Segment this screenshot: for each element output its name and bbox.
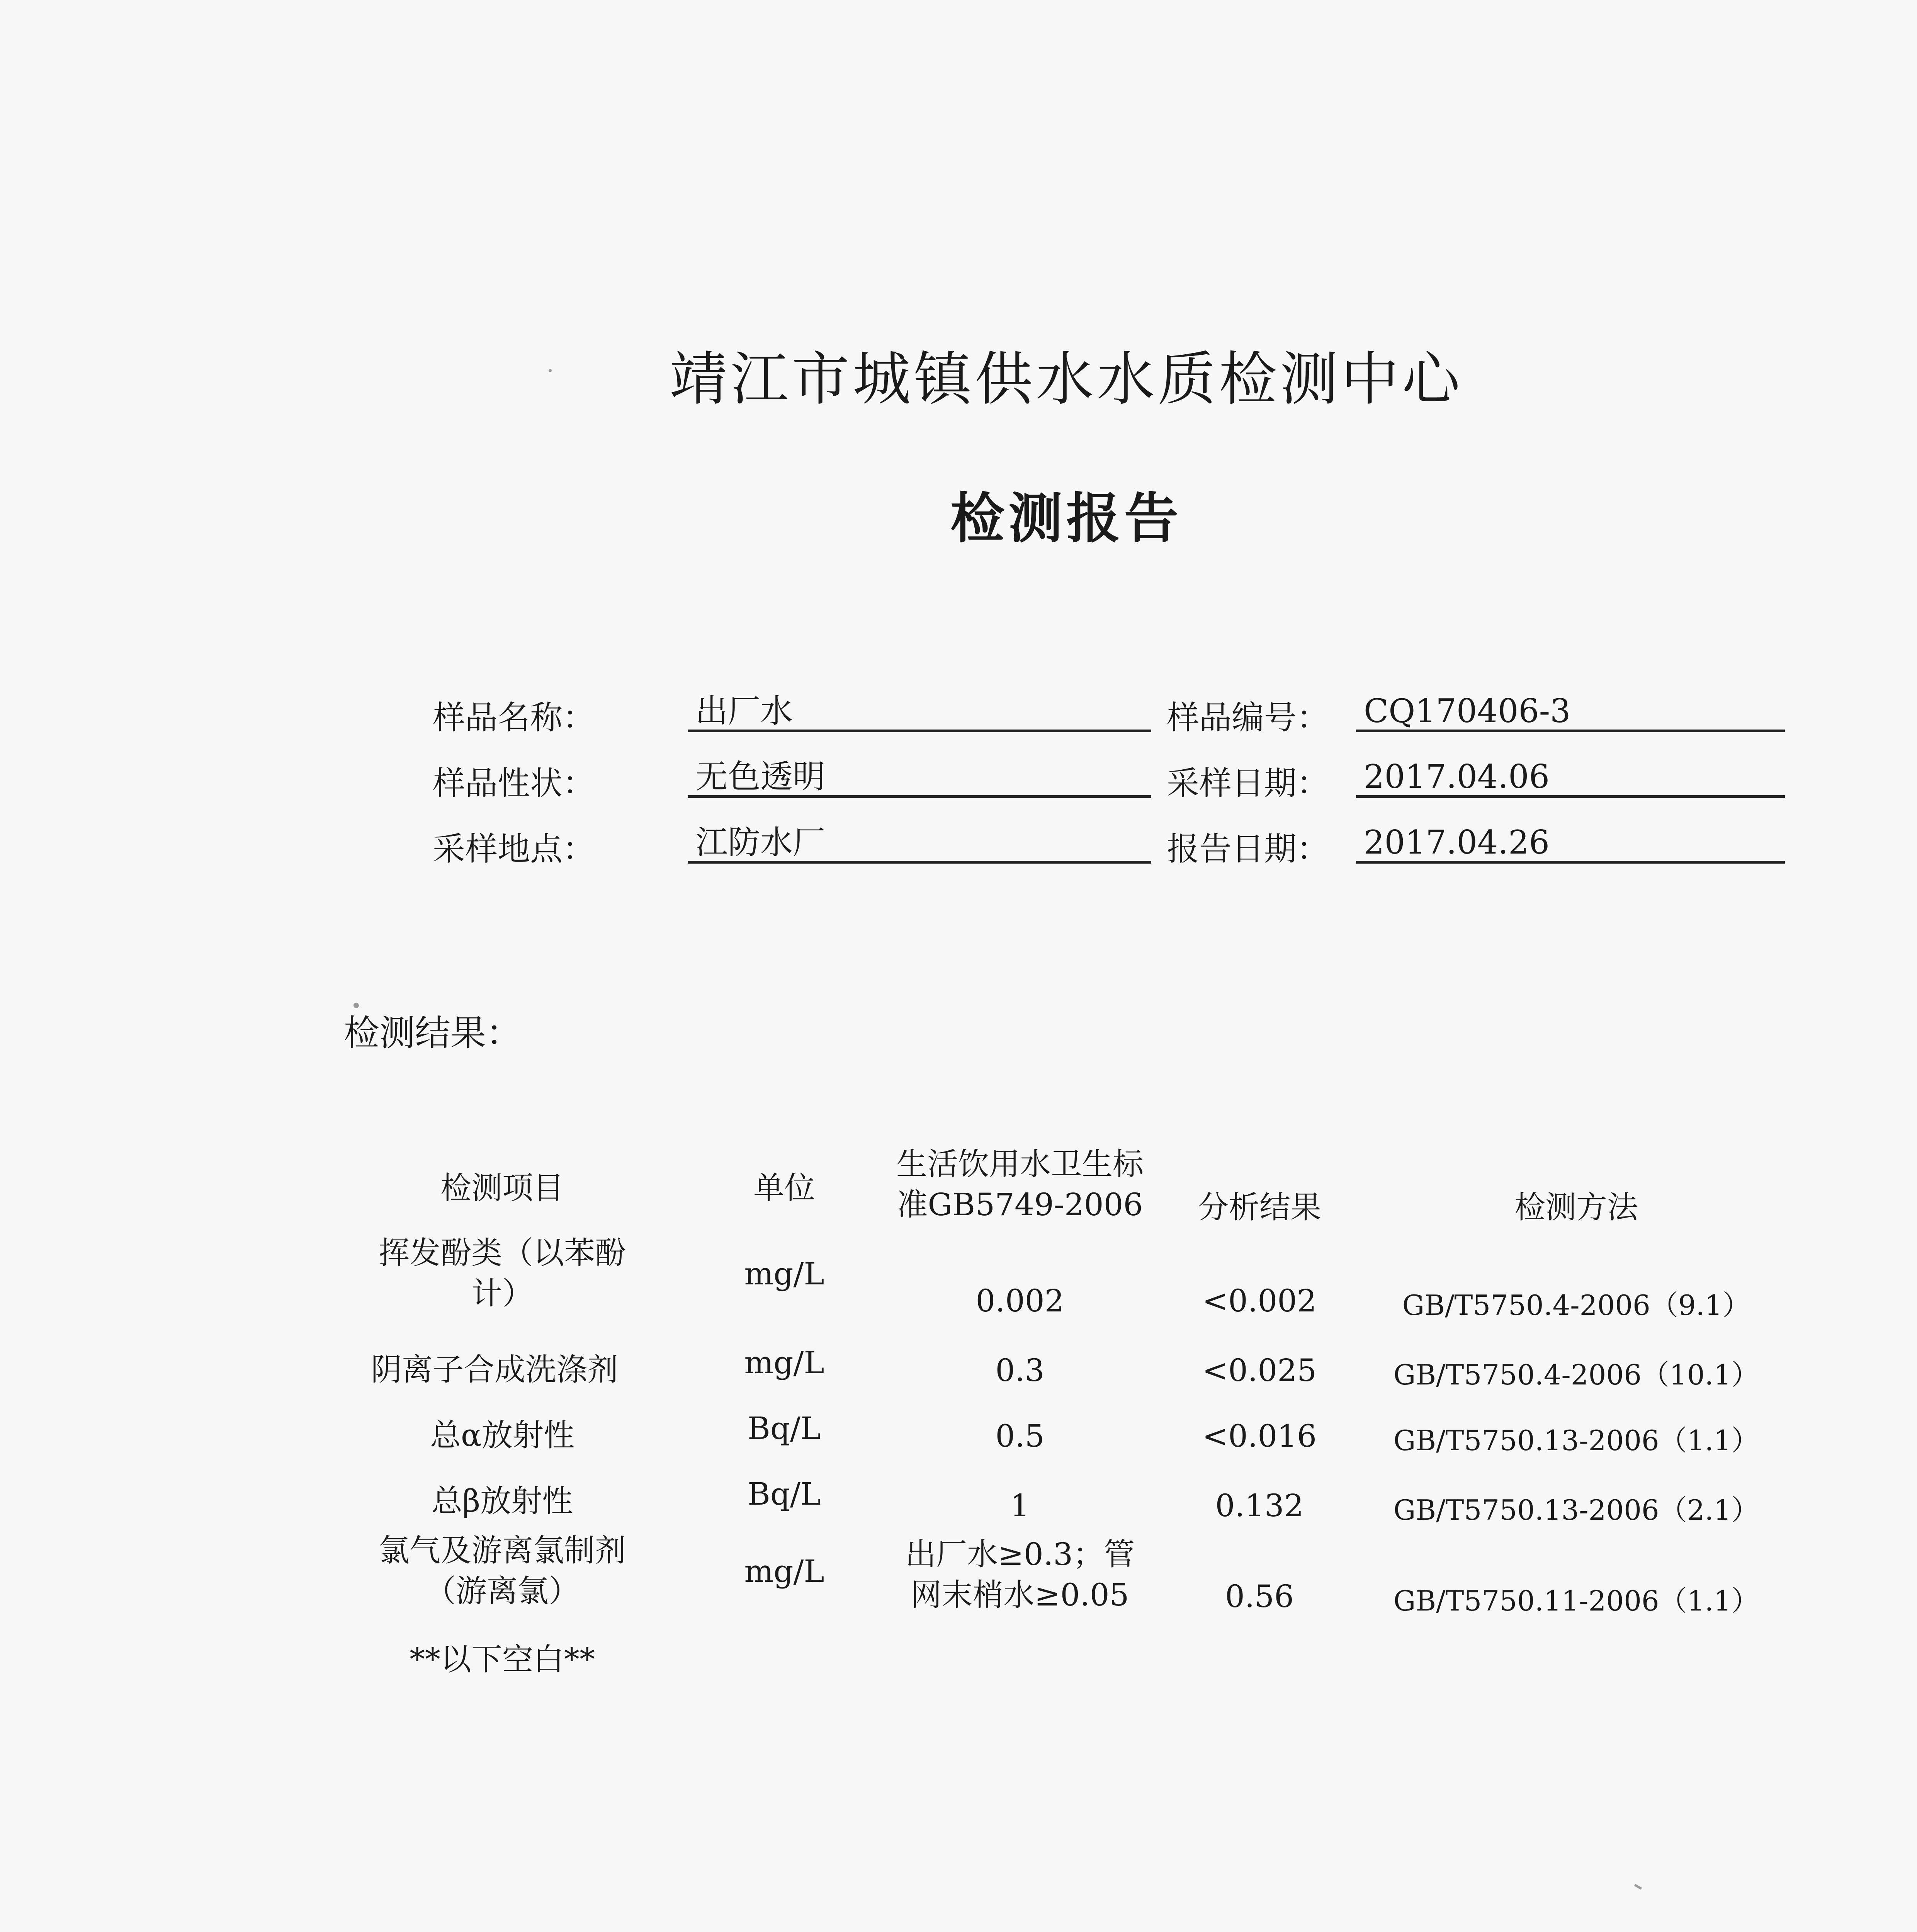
results-heading: 检测结果： (344, 1012, 522, 1054)
row-result: <0.025 (1202, 1352, 1317, 1388)
header-standard (869, 1144, 1171, 1225)
scan-speck (353, 1003, 359, 1008)
row-standard: 0.002 (975, 1283, 1064, 1319)
row-item: 总α放射性 (430, 1417, 575, 1453)
organization-title: 靖江市城镇供水水质检测中心 (669, 346, 1463, 413)
row-standard: 0.3 (995, 1352, 1045, 1388)
row-result: 0.132 (1215, 1488, 1304, 1524)
row-unit: Bq/L (747, 1476, 821, 1512)
header-standard-line1: 生活饮用水卫生标 (896, 1146, 1144, 1182)
scan-speck (549, 369, 552, 372)
row-item (340, 1530, 664, 1611)
sample-name-label: 样品名称： (432, 699, 595, 736)
row-unit: mg/L (744, 1256, 824, 1292)
location-field: 江防水厂 (688, 821, 1151, 864)
header-result: 分析结果 (1198, 1189, 1321, 1225)
scan-speck (1634, 1884, 1642, 1889)
header-item: 检测项目 (440, 1170, 564, 1206)
row-result: <0.002 (1202, 1283, 1317, 1319)
row-result: 0.56 (1225, 1578, 1294, 1614)
sample-name-field: 出厂水 (688, 690, 1151, 732)
sampling-date-field: 2017.04.06 (1356, 755, 1785, 798)
row-method: GB/T5750.13-2006（1.1） (1393, 1424, 1759, 1457)
appearance-field: 无色透明 (688, 755, 1151, 798)
row-unit: mg/L (744, 1553, 824, 1589)
row-standard: 0.5 (995, 1418, 1045, 1454)
row-item-line2: （游离氯） (425, 1573, 580, 1609)
sample-no-field: CQ170406-3 (1356, 690, 1785, 732)
row-unit: Bq/L (747, 1410, 821, 1446)
row-item: 阴离子合成洗涤剂 (371, 1352, 618, 1388)
row-standard: 1 (1010, 1488, 1030, 1524)
row-item-line1: 挥发酚类（以苯酚 (379, 1235, 626, 1271)
row-standard (869, 1534, 1171, 1615)
sample-no-label: 样品编号： (1166, 699, 1329, 736)
row-standard-line2: 网末梢水≥0.05 (911, 1577, 1129, 1613)
report-date-field: 2017.04.26 (1356, 821, 1785, 864)
header-unit: 单位 (753, 1170, 815, 1206)
blank-below-note: **以下空白** (410, 1641, 595, 1677)
row-standard-line1: 出厂水≥0.3；管 (905, 1536, 1135, 1572)
report-date-label: 报告日期： (1166, 830, 1329, 868)
header-standard-line2: 准GB5749-2006 (897, 1187, 1143, 1223)
row-item: 总β放射性 (431, 1483, 573, 1519)
appearance-label: 样品性状： (432, 764, 595, 802)
row-item (340, 1233, 664, 1314)
sampling-date-label: 采样日期： (1166, 764, 1329, 802)
row-result: <0.016 (1202, 1418, 1317, 1454)
row-item-line1: 氯气及游离氯制剂 (379, 1532, 626, 1568)
report-title: 检测报告 (950, 487, 1182, 550)
location-label: 采样地点： (432, 830, 595, 868)
row-item-line2: 计） (471, 1276, 533, 1311)
row-method: GB/T5750.4-2006（10.1） (1393, 1359, 1759, 1391)
row-method: GB/T5750.13-2006（2.1） (1393, 1494, 1759, 1526)
row-unit: mg/L (744, 1345, 824, 1381)
header-method: 检测方法 (1514, 1189, 1638, 1225)
row-method: GB/T5750.11-2006（1.1） (1393, 1585, 1759, 1617)
row-method: GB/T5750.4-2006（9.1） (1402, 1289, 1750, 1321)
